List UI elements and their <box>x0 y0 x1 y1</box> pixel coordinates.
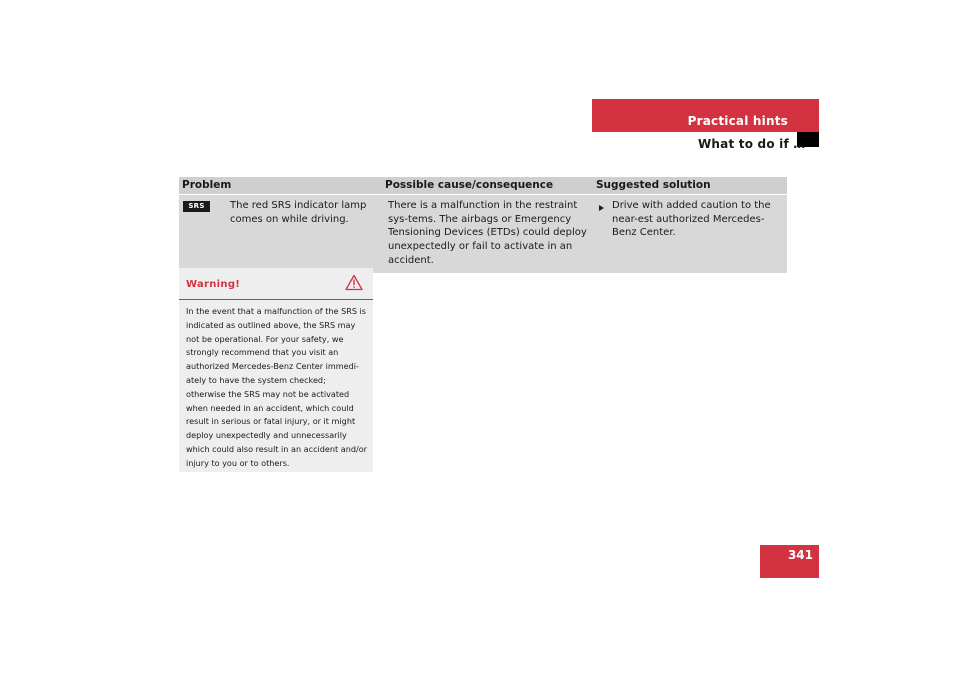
table-row <box>179 195 787 273</box>
column-header-solution: Suggested solution <box>596 179 711 191</box>
warning-triangle-icon <box>345 274 363 291</box>
problem-table <box>179 177 787 273</box>
srs-indicator-icon: SRS <box>183 201 210 212</box>
problem-cell <box>179 195 382 273</box>
table-header-row <box>179 177 787 195</box>
problem-text: The red SRS indicator lamp comes on while driving. <box>230 200 367 225</box>
solution-text: Drive with added caution to the near-est authorized Mercedes-Benz Center. <box>612 200 771 239</box>
warning-text: In the event that a malfunction of the SRS is indicated as outlined above, the SRS may not be operational. For your safety, we strongly recommend that you visit an authorized Mercedes-Benz Center immedi-ately to have the system checked; otherwise the SRS may not be activated when needed in an accident, which could result in serious or fatal injury, or it might deploy unexpectedly and unnecessarily which could also result in an accident and/or injury to you or to others. <box>186 306 368 468</box>
warning-box <box>179 268 373 472</box>
bullet-arrow-icon <box>599 205 604 211</box>
cause-cell: There is a malfunction in the restraint sys-tems. The airbags or Emergency Tensioning Devices (ETDs) could deploy unexpectedly or fail to activate in an accident. <box>388 200 587 266</box>
section-subtitle: What to do if … <box>698 137 806 151</box>
warning-header <box>179 268 373 300</box>
solution-cell <box>593 195 787 273</box>
column-header-problem: Problem <box>182 179 232 191</box>
page-number-box <box>760 545 819 578</box>
column-header-cause: Possible cause/consequence <box>385 179 554 191</box>
section-title: Practical hints <box>687 114 788 128</box>
page-number: 341 <box>787 548 813 562</box>
warning-title: Warning! <box>186 279 241 290</box>
header-banner <box>592 99 819 132</box>
